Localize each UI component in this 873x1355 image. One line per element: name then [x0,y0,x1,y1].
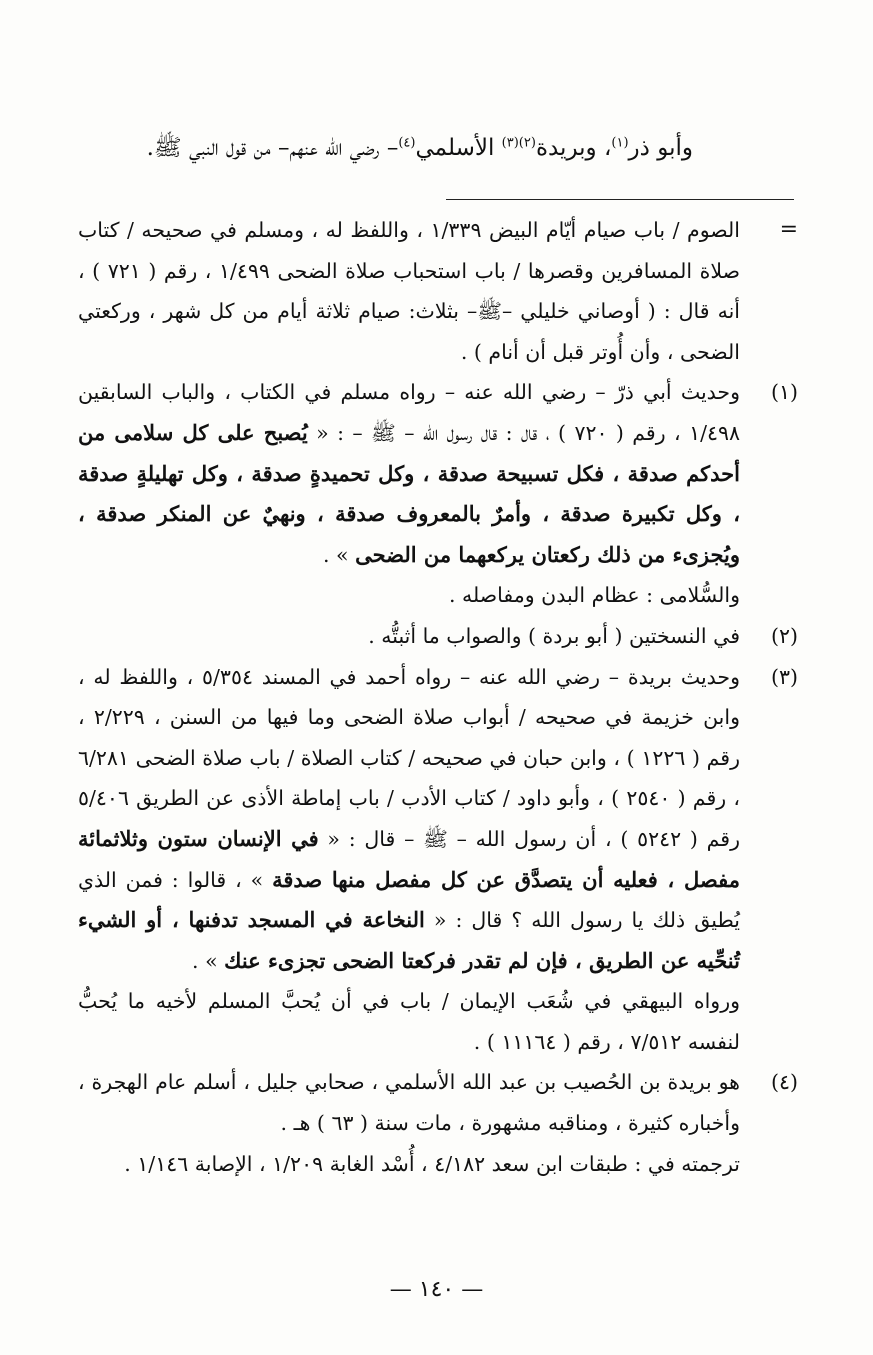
footnote-body: وحديث بريدة – رضي الله عنه – رواه أحمد في المسند ٥/٣٥٤ ، واللفظ له ، وابن خزيمة في صحيحه / أبواب صلاة الضحى وما فيها من السنن ، ٢/٢٢٩ ، رقم ( ١٢٢٦ ) ، وابن حبان في صحيحه / كتاب الصلاة / باب صلاة الضحى ٦/٢٨١ ، رقم ( ٢٥٤٠ ) ، وأبو داود / كتاب الأدب / باب إماطة الأذى عن الطريق ٥/٤٠٦ رقم ( ٥٢٤٢ ) ، أن رسول الله – ﷺ – قال : « في الإنسان ستون وثلاثمائة مفصل ، فعليه أن يتصدَّق عن كل مفصل منها صدقة » ، قالوا : فمن الذي يُطيق ذلك يا رسول الله ؟ قال : « النخاعة في المسجد تدفنها ، أو الشيء تُنحِّيه عن الطريق ، فإن لم تقدر فركعتا الضحى تجزىء عنك » . ورواه البيهقي في شُعَب الإيمان / باب في أن يُحبَّ المسلم لأخيه ما يُحبُّ لنفسه ٧/٥١٢ ، رقم ( ١١١٦٤ ) . [78,664,741,1054]
footnote-1 [78,372,798,616]
footnote-body: هو بريدة بن الحُصيب بن عبد الله الأسلمي ، صحابي جليل ، أسلم عام الهجرة ، وأخباره كثيرة ، ومناقبه مشهورة ، مات سنة ( ٦٣ ) هـ . ترجمته في : طبقات ابن سعد ٤/١٨٢ ، أُسْد الغابة ١/٢٠٩ ، الإصابة ١/١٤٦ . [78,1070,740,1176]
footnote-3 [78,657,798,1063]
footnote-ref-4: (٤) [398,135,416,151]
footnote-continuation [78,210,798,372]
footnote-ref-2: (٢) [518,135,536,151]
footnote-body: الصوم / باب صيام أيّام البيض ١/٣٣٩ ، واللفظ له ، ومسلم في صحيحه / كتاب صلاة المسافرين وقصرها / باب استحباب صلاة الضحى ١/٤٩٩ ، رقم ( ٧٢١ ) ، أنه قال : ( أوصاني خليلي –ﷺ– بثلاث: صيام ثلاثة أيام من كل شهر ، وركعتي الضحى ، وأن أُوتر قبل أن أنام ) . [78,218,740,364]
footnote-4 [78,1062,798,1184]
footnote-number: (٣) [770,664,798,689]
footnote-separator [446,199,794,200]
footnote-number: (٢) [770,623,798,648]
footnote-number: (١) [770,380,798,405]
page-number: — ١٤٠ — [389,1277,484,1302]
footnote-2 [78,616,798,657]
footnote-ref-1: (١) [611,135,629,151]
main-text-line: وأبو ذر$^{(١)}$، وبريدة$^{(٢)(٣)}$ الأسلمي$^{(٤)}$– رضي الله عنهم– من قول النبي ﷺ. [146,135,693,161]
footnote-body: وحديث أبي ذرّ – رضي الله عنه – رواه مسلم في الكتاب ، والباب السابقين ١/٤٩٨ ، رقم ( ٧٢٠ ) ، قال : قال رسول الله – ﷺ – : « يُصبح على كل سلامى من أحدكم صدقة ، فكل تسبيحة صدقة ، وكل تحميدةٍ صدقة ، وكل تهليلةٍ صدقة ، وكل تكبيرة صدقة ، وأمرٌ بالمعروف صدقة ، ونهيٌ عن المنكر صدقة ، ويُجزىء من ذلك ركعتان يركعهما من الضحى » . والسُّلامى : عظام البدن ومفاصله . [78,380,741,608]
footnotes [78,210,798,1184]
continuation-mark: = [779,217,798,242]
footnote-ref-3: (٣) [501,135,519,151]
footnote-number: (٤) [770,1070,798,1095]
footnote-body: في النسختين ( أبو بردة ) والصواب ما أثبتُّه . [368,623,740,648]
